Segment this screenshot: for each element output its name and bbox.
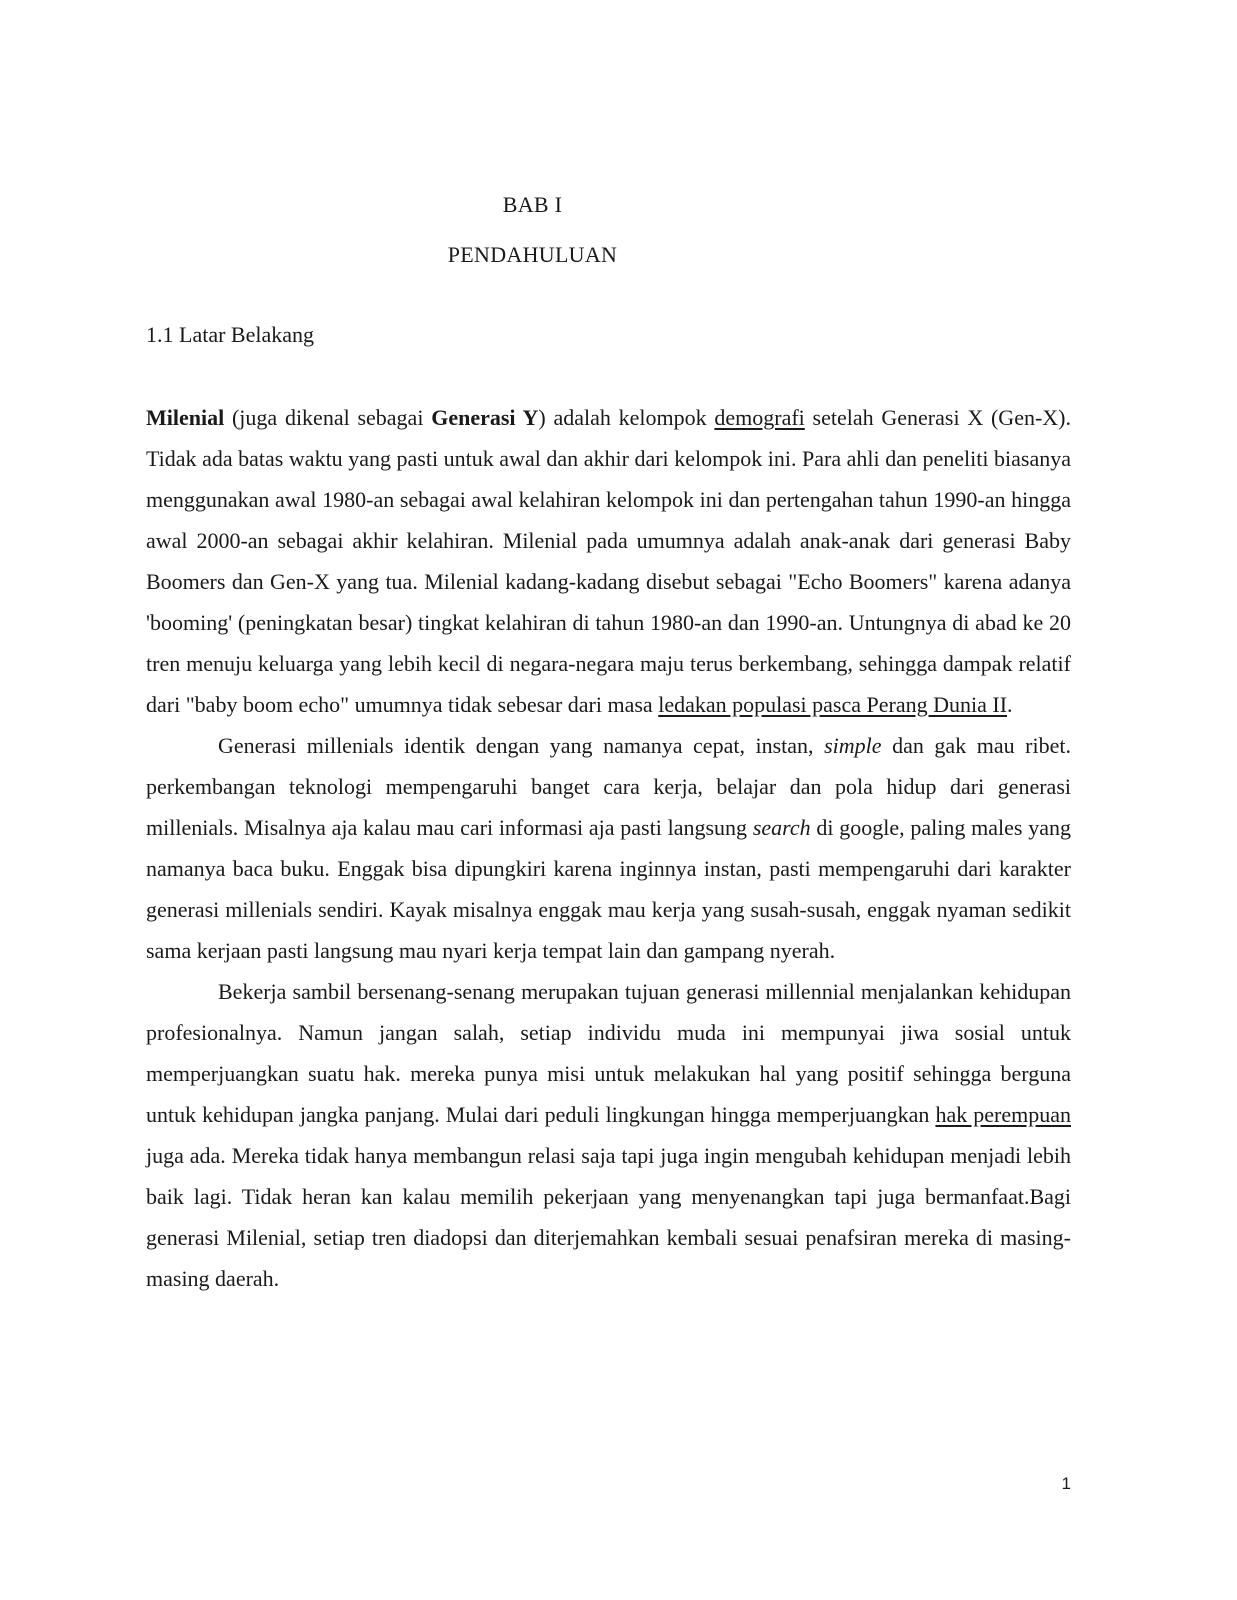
chapter-title: PENDAHULUAN [447, 242, 618, 267]
link-hak-perempuan[interactable]: hak perempuan [935, 1102, 1071, 1127]
paragraph-2-text-a: Generasi millenials identik dengan yang namanya cepat, instan, [218, 733, 825, 758]
term-generasi-y: Generasi Y [431, 405, 539, 430]
chapter-number: BAB I [502, 192, 563, 217]
paragraph-3-text-a: Bekerja sambil bersenang-senang merupakan tujuan generasi millennial menjalankan kehidupan profesionalnya. Namun jangan salah, setiap individu muda ini mempunyai jiwa sosial untuk memperjuangkan suatu hak. mereka punya misi untuk melakukan hal yang positif sehingga berguna untuk kehidupan jangka panjang. Mulai dari peduli lingkungan hingga memperjuangkan [146, 979, 1071, 1127]
link-demografi[interactable]: demografi [714, 405, 805, 430]
paragraph-1-text-c: setelah Generasi X (Gen-X). Tidak ada batas waktu yang pasti untuk awal dan akhir dari kelompok ini. Para ahli dan peneliti biasanya menggunakan awal 1980-an sebagai awal kelahiran kelompok ini dan pertengahan tahun 1990-an hingga awal 2000-an sebagai akhir kelahiran. Milenial pada umumnya adalah anak-anak dari generasi Baby Boomers dan Gen-X yang tua. Milenial kadang-kadang disebut sebagai "Echo Boomers" karena adanya 'booming' (peningkatan besar) tingkat kelahiran di tahun 1980-an dan 1990-an. Untungnya di abad ke 20 tren menuju keluarga yang lebih kecil di negara-negara maju terus berkembang, sehingga dampak relatif dari "baby boom echo" umumnya tidak sebesar dari masa [146, 405, 1071, 717]
paragraph-2 [146, 725, 1071, 971]
paragraph-2-text-c: di google, paling males yang namanya baca buku. Enggak bisa dipungkiri karena inginnya instan, pasti mempengaruhi dari karakter generasi millenials sendiri. Kayak misalnya enggak mau kerja yang susah-susah, enggak nyaman sedikit sama kerjaan pasti langsung mau nyari kerja tempat lain dan gampang nyerah. [146, 815, 1072, 963]
link-ledakan-populasi[interactable]: ledakan populasi pasca Perang Dunia II [658, 692, 1008, 717]
paragraph-3-text-b: juga ada. Mereka tidak hanya membangun relasi saja tapi juga ingin mengubah kehidupan menjadi lebih baik lagi. Tidak heran kan kalau memilih pekerjaan yang menyenangkan tapi juga bermanfaat.Bagi generasi Milenial, setiap tren diadopsi dan diterjemahkan kembali sesuai penafsiran mereka di masing-masing daerah. [146, 1143, 1071, 1291]
body-text [146, 397, 1071, 1299]
paragraph-1-text-b: ) adalah kelompok [538, 405, 715, 430]
page-number: 1 [1061, 1474, 1071, 1493]
italic-search: search [752, 815, 811, 840]
paragraph-1 [146, 397, 1071, 725]
paragraph-3 [146, 971, 1071, 1299]
paragraph-1-text-d: . [1007, 692, 1013, 717]
paragraph-2-text-b: dan gak mau ribet. perkembangan teknologi mempengaruhi banget cara kerja, belajar dan pola hidup dari generasi millenials. Misalnya aja kalau mau cari informasi aja pasti langsung [146, 733, 1071, 840]
paragraph-1-text-a: (juga dikenal sebagai [224, 405, 432, 430]
term-milenial: Milenial [146, 405, 225, 430]
italic-simple: simple [824, 733, 882, 758]
section-heading: 1.1 Latar Belakang [146, 322, 314, 347]
